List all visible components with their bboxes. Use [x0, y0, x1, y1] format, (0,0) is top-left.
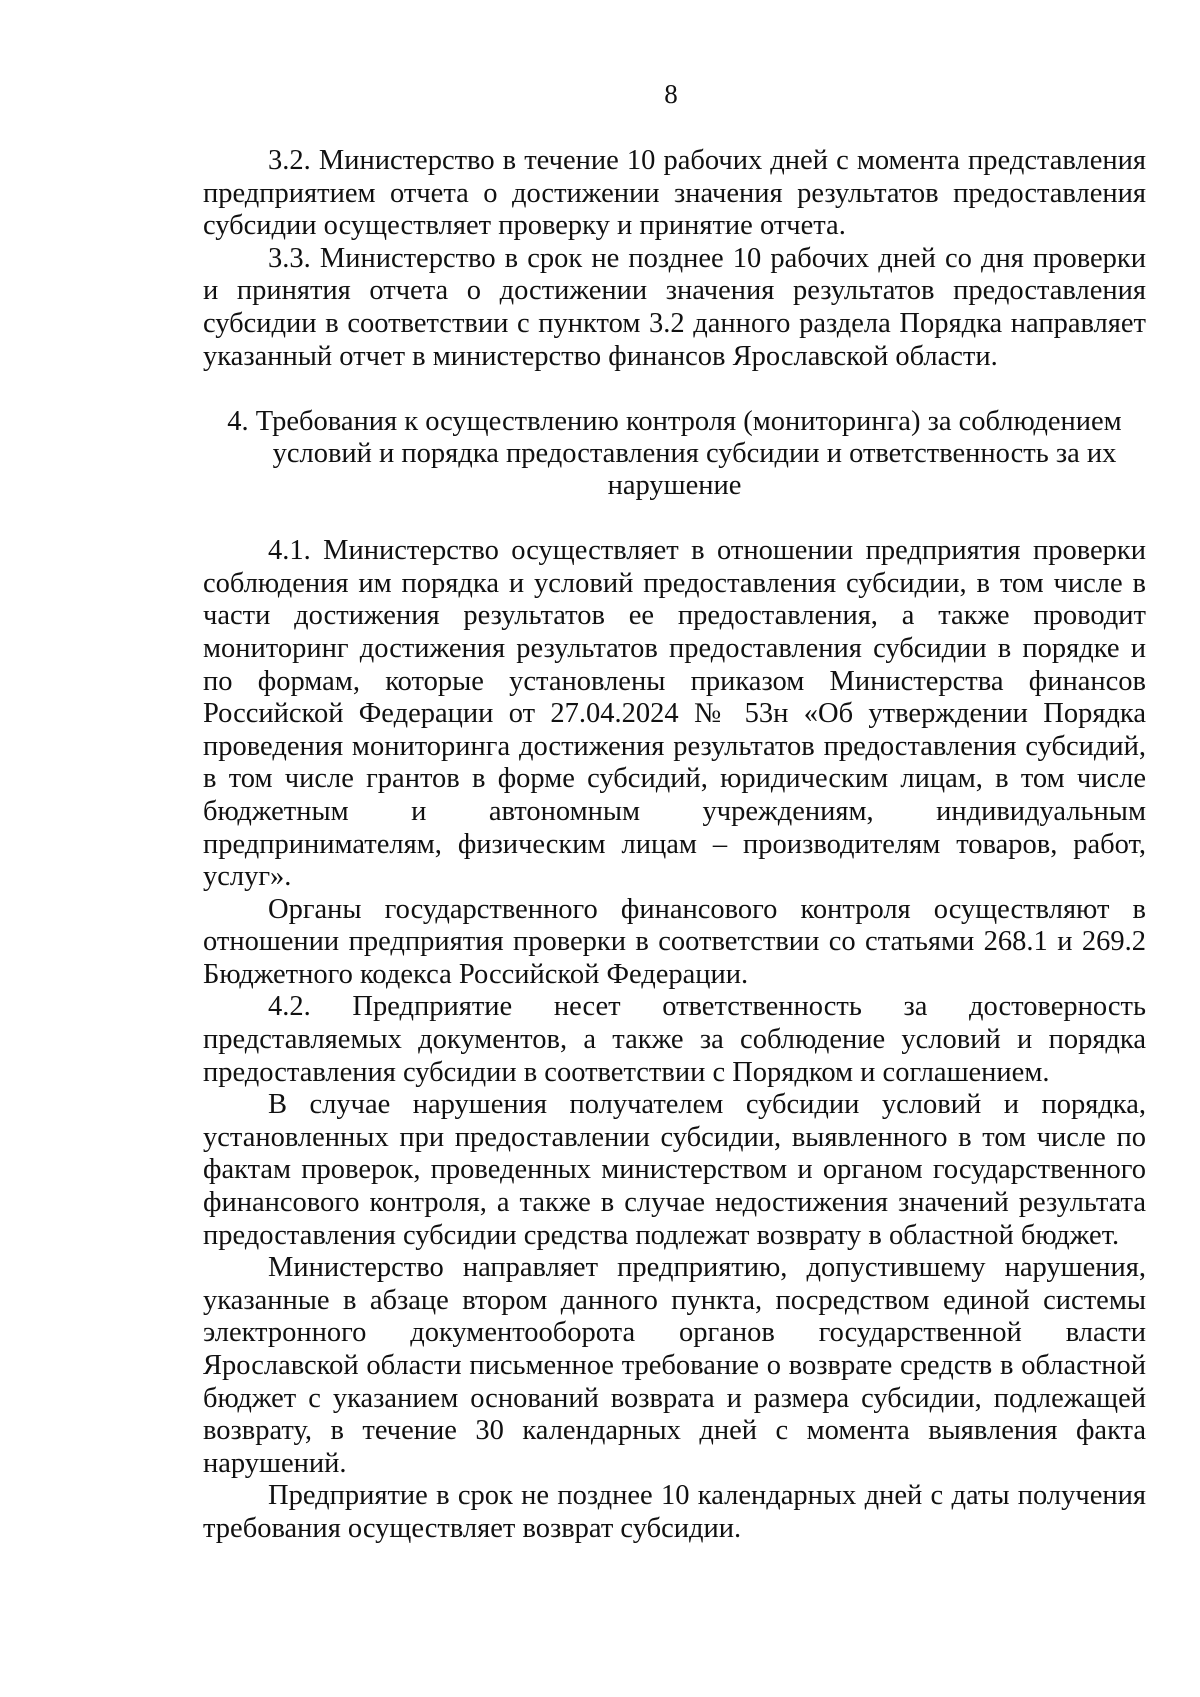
section-4-heading [203, 406, 1146, 502]
paragraph-4-2: 4.2. Предприятие несет ответственность за достоверность представляемых документов, а также за соблюдение условий и порядка предоставления субсидии в соответствии с Порядком и соглашением. [203, 991, 1146, 1088]
paragraph-3-3: 3.3. Министерство в срок не позднее 10 рабочих дней со дня проверки и принятия отчета о достижении значения результатов предоставления субсидии в соответствии с пунктом 3.2 данного раздела Порядка направляет указанный отчет в министерство финансов Ярославской области. [203, 242, 1146, 372]
paragraph-violation-refund: В случае нарушения получателем субсидии условий и порядка, установленных при предоставлении субсидии, выявленного в том числе по фактам проверок, проведенных министерством и органом государственного финансового контроля, а также в случае недостижения значений результата предоставления субсидии средства подлежат возврату в областной бюджет. [203, 1089, 1146, 1251]
section-4-heading-line-2: условий и порядка предоставления субсидии и ответственность за их [272, 438, 1117, 470]
section-4-heading-line-1: 4. Требования к осуществлению контроля (мониторинга) за соблюдением [227, 406, 1122, 438]
page-number: 8 [664, 79, 678, 109]
document-body [203, 145, 1146, 1546]
paragraph-refund-deadline: Предприятие в срок не позднее 10 календарных дней с даты получения требования осуществляет возврат субсидии. [203, 1480, 1146, 1544]
paragraph-4-1: 4.1. Министерство осуществляет в отношении предприятия проверки соблюдения им порядка и условий предоставления субсидии, в том числе в части достижения результатов ее предоставления, а также проводит мониторинг достижения результатов предоставления субсидии в порядке и по формам, которые установлены приказом Министерства финансов Российской Федерации от 27.04.2024 № 53н «Об утверждении Порядка проведения мониторинга достижения результатов предоставления субсидий, в том числе грантов в форме субсидий, юридическим лицам, в том числе бюджетным и автономным учреждениям, индивидуальным предпринимателям, физическим лицам – производителям товаров, работ, услуг». [203, 535, 1146, 893]
section-4-heading-line-3: нарушение [607, 470, 742, 502]
paragraph-control-bodies: Органы государственного финансового контроля осуществляют в отношении предприятия проверки в соответствии со статьями 268.1 и 269.2 Бюджетного кодекса Российской Федерации. [203, 893, 1146, 990]
paragraph-refund-demand: Министерство направляет предприятию, допустившему нарушения, указанные в абзаце втором данного пункта, посредством единой системы электронного документооборота органов государственной власти Ярославской области письменное требование о возврате средств в областной бюджет с указанием оснований возврата и размера субсидии, подлежащей возврату, в течение 30 календарных дней с момента выявления факта нарушений. [203, 1252, 1146, 1479]
paragraph-3-2: 3.2. Министерство в течение 10 рабочих дней с момента представления предприятием отчета о достижении значения результатов предоставления субсидии осуществляет проверку и принятие отчета. [203, 145, 1146, 242]
